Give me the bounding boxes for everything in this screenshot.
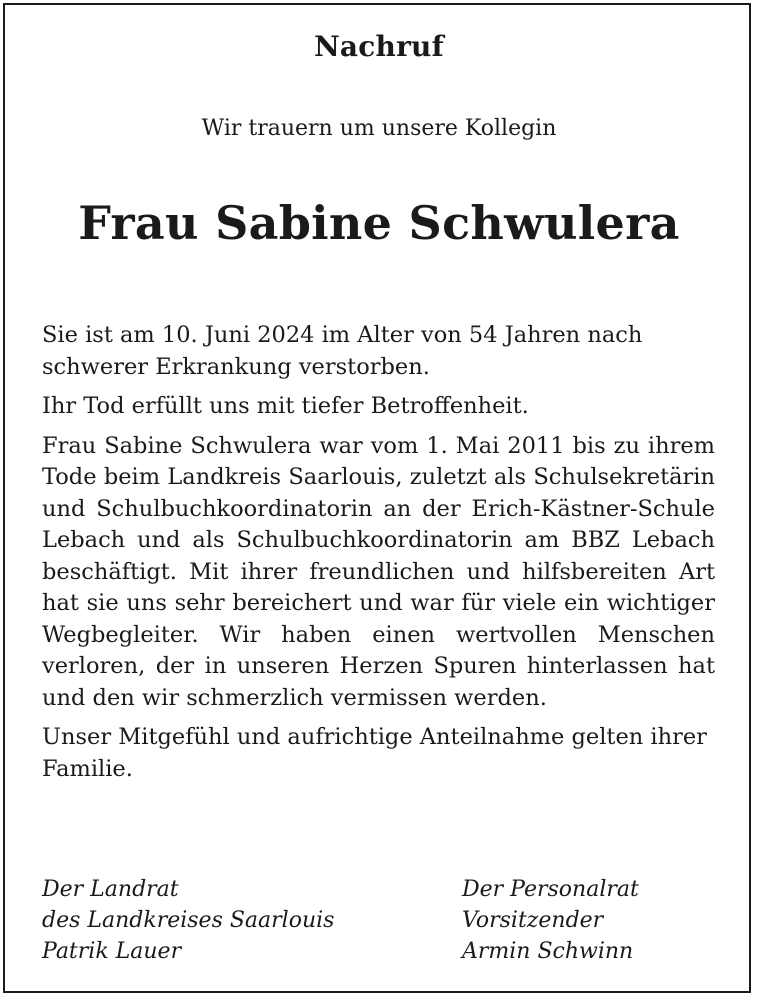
- paragraph-career: Frau Sabine Schwulera war vom 1. Mai 2011 bis zu ihrem Tode beim Landkreis Saarlouis, zuletzt als Schulsekretärin und Schulbuchkoordinatorin an der Erich-Kästner-Schule Lebach und als Schulbuchkoordinatorin am BBZ Lebach beschäftigt. Mit ihrer freundlichen und hilfsbereiten Art hat sie uns sehr bereichert und war für viele ein wichtiger Wegbegleiter. Wir haben einen wertvollen Menschen verloren, der in unseren Herzen Spuren hinterlassen hat und den wir schmerzlich vermissen werden.: [42, 432, 715, 711]
- signature-right-title: Der Personalrat: [462, 877, 639, 902]
- paragraph-grief: Ihr Tod erfüllt uns mit tiefer Betroffenheit.: [42, 393, 529, 419]
- intro-line: Wir trauern um unsere Kollegin: [201, 116, 557, 141]
- signature-left-title: Der Landrat: [42, 877, 179, 902]
- notice-body: [42, 320, 715, 793]
- paragraph-condolence: Unser Mitgefühl und aufrichtige Anteilnahme gelten ihrer Familie.: [42, 724, 707, 782]
- notice-heading: Nachruf: [314, 30, 444, 63]
- deceased-name: Frau Sabine Schwulera: [78, 196, 680, 250]
- signature-right-name: Armin Schwinn: [462, 939, 634, 964]
- signature-personalrat: [462, 874, 639, 967]
- signature-left-organization: des Landkreises Saarlouis: [42, 908, 335, 933]
- signature-right-role: Vorsitzender: [462, 908, 604, 933]
- signature-landrat: [42, 874, 334, 967]
- paragraph-death: Sie ist am 10. Juni 2024 im Alter von 54 Jahren nach schwerer Erkrankung verstorben.: [42, 322, 643, 380]
- signature-left-name: Patrik Lauer: [42, 939, 182, 964]
